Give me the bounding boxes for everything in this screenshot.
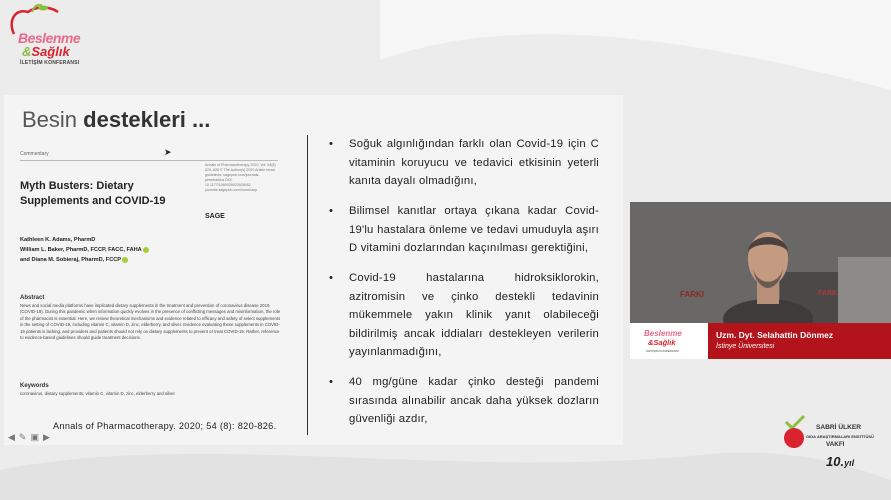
logo-line1: Beslenme [18,30,81,46]
speaker-name-bar [630,323,891,359]
sponsor-line2: GIDA ARAŞTIRMALARI ENSTİTÜSÜ [806,434,874,439]
author-2-text: William L. Baker, PharmD, FCCP, FACC, FAHA [20,247,142,253]
logo-line2-text: Sağlık [31,44,70,59]
video-wall-sign: FARKI [680,290,704,299]
slide-toolbar [8,432,50,443]
abstract-text: News and social media platforms have implicated dietary supplements in the treatment and prevention of coronavirus disease 2019 (COVID-19). During this pandemic when information quickly evolves in the presence of conflicting messages and misinformation, the role of the pharmacist is essential. Here, we review theoretical mechanisms and evidence related to efficacy and safety of select supplements in the setting of COVID-19, including vitamin C, vitamin D, zinc, elderberry, and silver. Evidence evaluating these supplements in COVID-19 patients is lacking, and providers and patients should not rely on dietary supplements to prevent or treat COVID-19. Rather, reference to evidence-based guidelines should guide treatment decisions. [20,303,281,341]
paper-section: Commentary [20,151,49,157]
mouse-cursor-icon: ➤ [164,147,172,157]
speaker-video [630,202,891,359]
namebar-logo-amp: & [648,338,654,347]
publisher-logo: SAGE [205,213,225,220]
bullet-item: • Soğuk algınlığından farklı olan Covid-19 için C vitaminin koruyucu ve tedavici etkisinin yeterli kanıta dayalı olmadığını, [329,135,599,191]
sponsor-years-suffix: yıl [844,458,855,468]
namebar-logo-line1: Beslenme [644,329,682,338]
paper-title: Myth Busters: Dietary Supplements and COVID-19 [20,180,166,207]
pen-icon[interactable]: ✎ [18,432,27,442]
bullet-item: • Covid-19 hastalarına hidroksiklorokin, azitromisin ve çinko destekli tedavinin mükemmele yakın klinik yanıt olabileceği bildirilmiş ancak iddiaları destekleyen verilerin yayınlanmadığını, [329,269,599,362]
sponsor-line3: VAKFI [826,441,845,448]
author-3 [20,255,220,265]
author-2 [20,245,220,255]
paper-excerpt [20,151,282,441]
sponsor-years-number: 10. [826,454,845,469]
author-1: Kathleen K. Adams, PharmD [20,237,96,243]
namebar-logo-line2 [648,338,676,347]
bullet-item: • 40 mg/güne kadar çinko desteği pandemi sırasında alınabilir ancak daha yüksek dozların güvenliği azdır, [329,373,599,429]
namebar-logo-line2-text: Sağlık [653,338,676,347]
apple-check-icon [780,414,810,450]
prev-slide-icon[interactable]: ◀ [8,432,15,442]
conference-logo [4,4,90,70]
next-slide-icon[interactable]: ▶ [42,432,50,442]
speaker-organization: İstinye Üniversitesi [716,343,775,350]
keywords-heading: Keywords [20,383,49,389]
presentation-slide [4,95,623,445]
abstract-heading: Abstract [20,295,45,301]
logo-ampersand: & [22,44,32,59]
slide-title [22,107,210,133]
journal-meta: Annals of Pharmacotherapy 2020, Vol. 54(8) 820–826 © The Author(s) 2020 Article reuse guidelines: sagepub.com/journals-permissions DOI: 10.1177/1060028020928052 journals.sagepub.com/home/aop [205,163,276,192]
slides-icon[interactable]: ▣ [30,432,39,442]
paper-authors [20,235,220,265]
namebar-logo-line3: İLETİŞİM KONFERANSI [646,349,679,353]
orcid-icon [143,247,149,253]
slide-divider [307,135,308,435]
video-wall-sign-2: FARK [818,290,838,297]
paper-citation: Annals of Pharmacotherapy. 2020; 54 (8): 820-826. [53,421,277,431]
video-shelf [838,257,891,327]
speaker-name: Uzm. Dyt. Selahattin Dönmez [716,330,834,340]
slide-title-bold: destekleri ... [83,107,211,132]
logo-subtitle: İLETİŞİM KONFERANSI [20,60,80,66]
bullet-list [329,135,599,440]
sponsor-logo [778,414,888,482]
orcid-icon [122,257,128,263]
author-3-text: and Diana M. Sobieraj, PharmD, FCCP [20,257,121,263]
namebar-logo [630,323,708,359]
bullet-item: • Bilimsel kanıtlar ortaya çıkana kadar Covid-19'lu hastalara önleme ve tedavi umuduyla aşırı D vitamini dozlarından kaçınılması gerektiğini, [329,202,599,258]
paper-divider [20,160,278,161]
keywords-text: coronavirus, dietary supplements, vitamin C, vitamin D, zinc, elderberry and silver [20,391,175,396]
sponsor-line1: SABRİ ÜLKER [816,424,862,431]
sponsor-years [826,454,854,469]
slide-title-plain: Besin [22,107,78,132]
speaker-figure [723,224,813,324]
logo-line2 [22,44,70,59]
